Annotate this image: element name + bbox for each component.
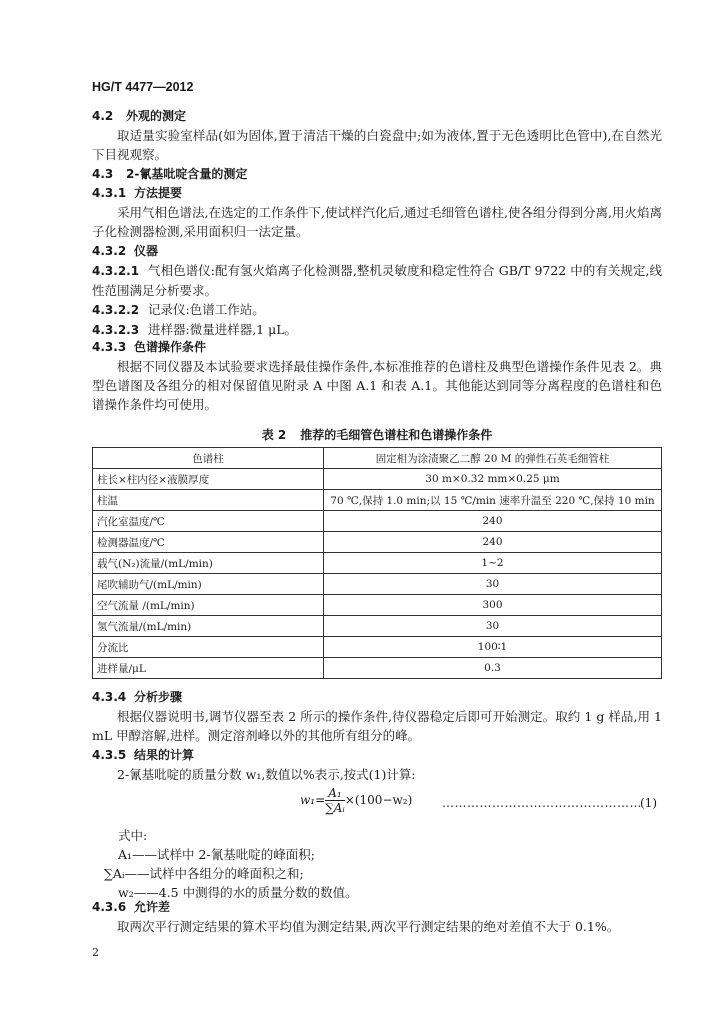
section-title: 允许差 <box>134 900 171 914</box>
table-row <box>93 469 662 490</box>
section-4-3-5 <box>92 746 662 784</box>
section-number: 4.3.6 <box>92 900 127 914</box>
param-name: 柱温 <box>93 490 324 511</box>
page-number: 2 <box>92 946 99 959</box>
formula-lhs: w₁= <box>300 793 326 807</box>
clause-number: 4.3.2.3 <box>92 323 140 337</box>
section-heading <box>92 165 662 184</box>
param-value: 300 <box>324 595 662 616</box>
section-4-2 <box>92 107 662 164</box>
param-name: 分流比 <box>93 637 324 658</box>
param-value: 1~2 <box>324 553 662 574</box>
table-row <box>93 511 662 532</box>
definition-w2: w₂——4.5 中测得的水的质量分数的数值。 <box>118 885 358 900</box>
table-row <box>93 658 662 679</box>
param-value: 70 ℃,保持 1.0 min;以 15 ℃/min 速率升温至 220 ℃,保持 10 min <box>324 490 662 511</box>
clause-number: 4.3.2.1 <box>92 264 140 278</box>
header-cell: 固定相为涂渍聚乙二醇 20 M 的弹性石英毛细管柱 <box>324 448 662 469</box>
formula-intro: 2-氰基吡啶的质量分数 w₁,数值以%表示,按式(1)计算: <box>117 767 416 782</box>
formula-numerator: A₁ <box>325 786 345 801</box>
param-value: 0.3 <box>324 658 662 679</box>
paragraph: 根据不同仪器及本试验要求选择最佳操作条件,本标准推荐的色谱柱及典型色谱操作条件见表 2。典型色谱图及各组分的相对保留值见附录 A 中图 A.1 和表 A.1。其他能达到同等分离程度的色谱柱和色谱操作条件均可使用。 <box>92 359 662 412</box>
standard-code: HG/T 4477—2012 <box>92 80 194 94</box>
section-4-3-4 <box>92 688 662 745</box>
paragraph: 取适量实验室样品(如为固体,置于清洁干燥的白瓷盘中;如为液体,置于无色透明比色管中),在自然光下目视观察。 <box>92 128 662 162</box>
table-header-row <box>93 448 662 469</box>
table-title: 推荐的毛细管色谱柱和色谱操作条件 <box>300 428 493 442</box>
table-row <box>93 637 662 658</box>
table-label: 表 2 <box>261 428 287 442</box>
param-name: 尾吹辅助气/(mL/min) <box>93 574 324 595</box>
paragraph: 根据仪器说明书,调节仪器至表 2 所示的操作条件,待仪器稳定后即可开始测定。取约 1 g 样品,用 1 mL 甲醇溶解,进样。测定溶剂峰以外的其他所有组分的峰。 <box>92 709 662 743</box>
section-title: 结果的计算 <box>134 748 195 762</box>
section-title: 方法提要 <box>134 186 183 200</box>
param-name: 汽化室温度/℃ <box>93 511 324 532</box>
param-name: 进样量/μL <box>93 658 324 679</box>
table-row <box>93 490 662 511</box>
formula-denominator: ∑Aᵢ <box>325 801 345 815</box>
definition-a1: A₁——试样中 2-氰基吡啶的峰面积; <box>118 847 315 862</box>
section-4-3 <box>92 165 662 184</box>
section-number: 4.3 <box>92 167 114 181</box>
clause-text: 进样器:微量进样器,1 μL。 <box>148 322 298 337</box>
table-row <box>93 574 662 595</box>
paragraph-4-3-2-3 <box>92 320 662 340</box>
section-number: 4.3.4 <box>92 690 127 704</box>
section-title: 外观的测定 <box>126 109 187 123</box>
section-heading <box>92 688 662 707</box>
param-name: 检测器温度/℃ <box>93 532 324 553</box>
param-name: 氢气流量/(mL/min) <box>93 616 324 637</box>
header-cell: 色谱柱 <box>93 448 324 469</box>
clause-number: 4.3.2.2 <box>92 303 140 317</box>
param-value: 240 <box>324 532 662 553</box>
section-number: 4.3.2 <box>92 244 127 258</box>
section-title: 分析步骤 <box>134 690 183 704</box>
definition-sum-ai: ∑Aᵢ——试样中各组分的峰面积之和; <box>104 866 304 881</box>
param-value: 30 m×0.32 mm×0.25 μm <box>324 469 662 490</box>
table-row <box>93 532 662 553</box>
section-heading <box>92 898 662 917</box>
section-heading <box>92 184 662 203</box>
equation-number: (1) <box>640 796 657 810</box>
table-caption <box>92 426 662 443</box>
section-title: 2-氰基吡啶含量的测定 <box>126 167 248 181</box>
section-heading <box>92 746 662 765</box>
section-4-3-3 <box>92 338 662 414</box>
formula-fraction <box>325 786 345 815</box>
formula-rhs: ×(100−w₂) <box>344 793 413 807</box>
section-title: 仪器 <box>134 244 159 258</box>
section-number: 4.2 <box>92 109 114 123</box>
section-4-3-2 <box>92 242 662 340</box>
where-label: 式中: <box>118 828 148 843</box>
leader-dots: ………………………………………… <box>442 796 642 810</box>
clause-text: 气相色谱仪:配有氢火焰离子化检测器,整机灵敏度和稳定性符合 GB/T 9722 中的有关规定,线性范围满足分析要求。 <box>92 263 662 298</box>
param-name: 空气流量 /(mL/min) <box>93 595 324 616</box>
section-heading <box>92 242 662 261</box>
table-row <box>93 553 662 574</box>
section-number: 4.3.3 <box>92 340 127 354</box>
section-4-3-6 <box>92 898 662 936</box>
formula-1 <box>300 786 412 815</box>
paragraph: 取两次平行测定结果的算术平均值为测定结果,两次平行测定结果的绝对差值不大于 0.1%。 <box>117 919 620 934</box>
param-name: 柱长×柱内径×液膜厚度 <box>93 469 324 490</box>
param-value: 30 <box>324 616 662 637</box>
section-number: 4.3.5 <box>92 748 127 762</box>
table-row <box>93 595 662 616</box>
paragraph: 采用气相色谱法,在选定的工作条件下,使试样汽化后,通过毛细管色谱柱,使各组分得到分离,用火焰离子化检测器检测,采用面积归一法定量。 <box>92 205 662 239</box>
section-4-3-1 <box>92 184 662 241</box>
param-value: 30 <box>324 574 662 595</box>
chromatography-conditions-table <box>92 447 662 679</box>
paragraph-4-3-2-1 <box>92 261 662 300</box>
section-heading <box>92 107 662 126</box>
paragraph-4-3-2-2 <box>92 300 662 320</box>
section-heading <box>92 338 662 357</box>
param-value: 240 <box>324 511 662 532</box>
param-value: 100∶1 <box>324 637 662 658</box>
section-title: 色谱操作条件 <box>134 340 207 354</box>
table-row <box>93 616 662 637</box>
clause-text: 记录仪:色谱工作站。 <box>148 302 265 317</box>
section-number: 4.3.1 <box>92 186 127 200</box>
param-name: 载气(N₂)流量/(mL/min) <box>93 553 324 574</box>
